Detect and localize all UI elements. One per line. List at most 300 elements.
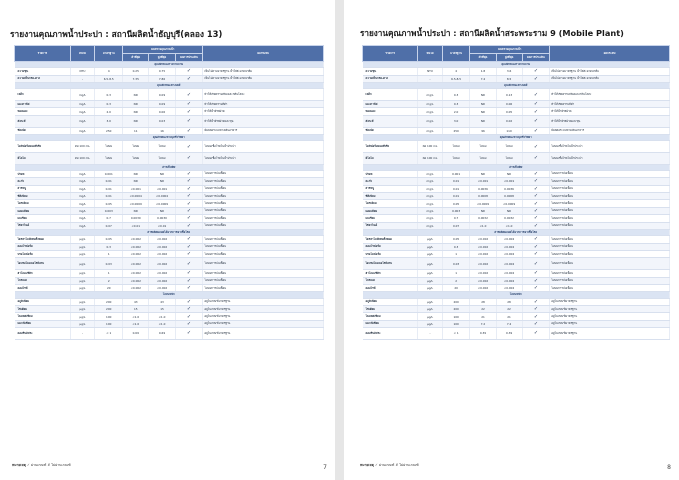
table-row — [363, 284, 670, 291]
max-cell: 0.13 — [496, 89, 522, 101]
check-icon: ✓ — [522, 207, 550, 214]
standard-cell: 6.5-8.5 — [442, 75, 470, 82]
param-name: คลอโรฟอร์ม — [363, 243, 418, 250]
standard-cell: ไม่พบ — [95, 152, 123, 164]
standard-cell: 2 — [442, 277, 470, 284]
max-cell: ND — [496, 207, 522, 214]
max-cell: 28 — [496, 298, 522, 305]
standard-cell: ไม่พบ — [442, 141, 470, 153]
unit-cell: mg/L — [70, 200, 95, 207]
check-icon: ✓ — [175, 89, 203, 101]
param-name: โพแทสเซียม — [363, 313, 418, 320]
unit-cell: NTU — [418, 68, 443, 75]
max-cell: ND — [496, 170, 522, 177]
min-cell: ND — [470, 89, 496, 101]
check-icon: ✓ — [175, 258, 203, 270]
unit-cell: μg/L — [418, 305, 443, 312]
param-name: แมงกานีส — [363, 100, 418, 107]
note-cell: ไม่พบเชื้อโรคในน้ำประปา — [203, 152, 324, 164]
unit-cell: mg/L — [70, 215, 95, 222]
max-cell: 0.09 — [149, 100, 175, 107]
unit-cell: μg/L — [70, 270, 95, 277]
header-param: รายการ — [363, 46, 418, 62]
table-row — [363, 207, 670, 214]
min-cell: <1.0 — [470, 222, 496, 229]
check-icon: ✓ — [175, 115, 203, 127]
param-name: แบเรียม — [15, 215, 71, 222]
unit-cell: mg/L — [70, 207, 95, 214]
unit-cell: ต่อ 100 mL — [70, 152, 95, 164]
note-cell: ไม่พบการปนเปื้อน — [203, 170, 324, 177]
max-cell: 0.06 — [149, 108, 175, 115]
header-min: ต่ำที่สุด — [470, 54, 496, 62]
min-cell: ไม่พบ — [123, 141, 149, 153]
param-name: อีโคไล — [15, 152, 71, 164]
check-icon: ✓ — [522, 222, 550, 229]
check-icon: ✓ — [175, 298, 203, 305]
min-cell: 11 — [123, 127, 149, 134]
note-cell: ไม่พบการปนเปื้อน — [550, 170, 670, 177]
table-row — [363, 305, 670, 312]
note-cell: มีผลต่อระบบทางเดินอาหาร — [203, 127, 324, 134]
table-row — [363, 127, 670, 134]
standard-cell: 1 — [95, 270, 123, 277]
unit-cell: mg/L — [418, 100, 443, 107]
param-name: แมงกานีส — [15, 100, 71, 107]
standard-cell: < 1 — [442, 328, 470, 340]
note-cell: ไม่พบการปนเปื้อน — [203, 258, 324, 270]
check-icon: ✓ — [522, 89, 550, 101]
note-cell: อยู่ในเกณฑ์มาตรฐาน — [203, 298, 324, 305]
check-icon: ✓ — [175, 193, 203, 200]
check-icon: ✓ — [175, 277, 203, 284]
param-name: ตะกั่ว — [363, 178, 418, 185]
param-name: ฮาโลอะซิติก — [363, 270, 418, 277]
max-cell: <0.002 — [496, 250, 522, 257]
min-cell: <1.0 — [123, 320, 149, 327]
min-cell: ND — [123, 207, 149, 214]
table-row — [363, 141, 670, 153]
min-cell: <0.001 — [123, 185, 149, 192]
max-cell: 0.05 — [496, 108, 522, 115]
unit-cell: mg/L — [70, 89, 95, 101]
note-cell: อยู่ในเกณฑ์มาตรฐาน — [550, 298, 670, 305]
section-label: คุณลักษณะทางจุลชีววิทยา — [15, 134, 324, 140]
unit-cell: mg/L — [418, 115, 443, 127]
unit-cell: μg/L — [70, 313, 95, 320]
standard-cell: 0.3 — [95, 100, 123, 107]
min-cell: 0.0030 — [123, 215, 149, 222]
check-icon: ✓ — [175, 250, 203, 257]
header-max: สูงที่สุด — [496, 54, 522, 62]
max-cell: 8.5 — [496, 75, 522, 82]
check-icon: ✓ — [175, 68, 203, 75]
param-name: โคลิฟอร์มแบคทีเรีย — [15, 141, 71, 153]
unit-cell: mg/L — [418, 222, 443, 229]
note-cell: ไม่พบการปนเปื้อน — [203, 270, 324, 277]
header-pass: ผลการประเมิน — [522, 54, 550, 62]
check-icon: ✓ — [522, 152, 550, 164]
min-cell: ND — [470, 100, 496, 107]
unit-cell: mg/L — [70, 127, 95, 134]
unit-cell: - — [418, 75, 443, 82]
check-icon: ✓ — [175, 243, 203, 250]
param-name: คลอไรท์ — [363, 284, 418, 291]
param-name: ทองแดง — [15, 108, 71, 115]
header-param: รายการ — [15, 46, 71, 62]
table-row — [15, 152, 324, 164]
max-cell: 0.0036 — [496, 185, 522, 192]
note-cell: ไม่พบการปนเปื้อน — [203, 243, 324, 250]
param-name: ความขุ่น — [15, 68, 71, 75]
unit-cell: NTU — [70, 68, 95, 75]
table-row — [15, 100, 324, 107]
max-cell: <1.0 — [149, 313, 175, 320]
min-cell: 21 — [470, 313, 496, 320]
table-row — [363, 115, 670, 127]
min-cell: <0.0004 — [123, 193, 149, 200]
standard-cell: 0.3 — [442, 100, 470, 107]
table-row — [15, 200, 324, 207]
max-cell: ND — [149, 170, 175, 177]
unit-cell: mg/L — [418, 108, 443, 115]
max-cell: 0.03 — [149, 115, 175, 127]
note-cell: อยู่ในเกณฑ์มาตรฐาน — [550, 313, 670, 320]
max-cell: 0.0030 — [149, 215, 175, 222]
unit-cell: μg/L — [418, 258, 443, 270]
note-cell: ทำให้น้ำมีรสฝาดและขุ่น — [203, 115, 324, 127]
max-cell: <0.002 — [149, 258, 175, 270]
note-cell: ไม่พบการปนเปื้อน — [203, 200, 324, 207]
note-cell: ไม่พบการปนเปื้อน — [550, 215, 670, 222]
check-icon: ✓ — [175, 75, 203, 82]
min-cell: ND — [123, 115, 149, 127]
unit-cell: ต่อ 100 mL — [70, 141, 95, 153]
standard-cell: 6.5-8.5 — [95, 75, 123, 82]
max-cell: <1.0 — [149, 320, 175, 327]
table-row — [15, 222, 324, 229]
min-cell: ND — [470, 170, 496, 177]
unit-cell: μg/L — [418, 284, 443, 291]
table-row — [363, 243, 670, 250]
note-cell: ไม่พบการปนเปื้อน — [550, 243, 670, 250]
max-cell: ND — [149, 178, 175, 185]
max-cell: 21 — [496, 313, 522, 320]
table-row — [15, 320, 324, 327]
page-number: 7 — [323, 464, 327, 471]
legend-fail: ✗ ไม่ผ่านเกณฑ์ — [47, 463, 71, 467]
min-cell: <0.002 — [123, 258, 149, 270]
min-cell: <0.002 — [470, 258, 496, 270]
table-row — [15, 284, 324, 291]
legend — [12, 463, 71, 468]
note-cell: เป็นไปตามมาตรฐาน น้ำใสสะอาดน่าดื่ม — [203, 68, 324, 75]
check-icon: ✓ — [522, 270, 550, 277]
page-number: 8 — [667, 464, 671, 471]
table-row — [363, 200, 670, 207]
check-icon: ✓ — [175, 305, 203, 312]
standard-cell: 0.03 — [442, 258, 470, 270]
max-cell: <0.01 — [149, 222, 175, 229]
check-icon: ✓ — [175, 320, 203, 327]
table-row — [363, 178, 670, 185]
table-row — [15, 89, 324, 101]
note-cell: ไม่พบการปนเปื้อน — [550, 185, 670, 192]
standard-cell: 0.3 — [442, 89, 470, 101]
table-row — [363, 100, 670, 107]
legend-label: หมายเหตุ — [360, 463, 374, 467]
min-cell: ND — [470, 108, 496, 115]
standard-cell: 20 — [95, 284, 123, 291]
unit-cell: mg/L — [70, 108, 95, 115]
param-name: เหล็ก — [15, 89, 71, 101]
standard-cell: 100 — [95, 320, 123, 327]
max-cell: <0.0009 — [496, 200, 522, 207]
note-cell: ทำให้น้ำมีรสฝาดและขุ่น — [550, 115, 670, 127]
param-name: ทองแดง — [363, 108, 418, 115]
min-cell: <0.002 — [123, 243, 149, 250]
unit-cell: μg/L — [418, 277, 443, 284]
table-row — [363, 193, 670, 200]
check-icon: ✓ — [522, 200, 550, 207]
note-cell: ไม่พบการปนเปื้อน — [203, 277, 324, 284]
check-icon: ✓ — [175, 215, 203, 222]
min-cell: <0.002 — [470, 236, 496, 243]
unit-cell: μg/L — [70, 250, 95, 257]
check-icon: ✓ — [522, 68, 550, 75]
max-cell: <0.001 — [496, 178, 522, 185]
note-cell: ทำให้น้ำมีรสฝาด — [550, 108, 670, 115]
min-cell: 0.0008 — [470, 193, 496, 200]
min-cell: 0.0036 — [470, 185, 496, 192]
min-cell: ND — [123, 100, 149, 107]
note-cell: ไม่พบเชื้อโรคในน้ำประปา — [550, 152, 670, 164]
param-name: อีโคไล — [363, 152, 418, 164]
note-cell: ทำให้เกิดคราบสนิมและกลิ่นโลหะ — [550, 89, 670, 101]
unit-cell: μg/L — [70, 243, 95, 250]
param-name: แมกนีเซียม — [363, 320, 418, 327]
param-name: ซัลเฟต — [363, 127, 418, 134]
max-cell: 22 — [496, 305, 522, 312]
table-row — [363, 320, 670, 327]
check-icon: ✓ — [175, 222, 203, 229]
table-row — [363, 328, 670, 340]
max-cell: <0.001 — [149, 185, 175, 192]
note-cell: ไม่พบเชื้อโรคในน้ำประปา — [550, 141, 670, 153]
standard-cell: 100 — [442, 320, 470, 327]
max-cell: ไม่พบ — [496, 152, 522, 164]
note-cell: ทำให้น้ำมีรสฝาด — [203, 108, 324, 115]
check-icon: ✓ — [175, 152, 203, 164]
table-row — [15, 178, 324, 185]
check-icon: ✓ — [175, 207, 203, 214]
note-cell: มีผลต่อระบบทางเดินอาหาร — [550, 127, 670, 134]
check-icon: ✓ — [522, 141, 550, 153]
check-icon: ✓ — [522, 115, 550, 127]
standard-cell: 0.07 — [95, 222, 123, 229]
unit-cell: mg/L — [70, 222, 95, 229]
min-cell: 28 — [470, 298, 496, 305]
standard-cell: 0.01 — [95, 178, 123, 185]
water-quality-table — [14, 45, 324, 340]
standard-cell: 1 — [95, 250, 123, 257]
param-name: สังกะสี — [15, 115, 71, 127]
param-name: ตะกั่ว — [15, 178, 71, 185]
unit-cell: - — [70, 75, 95, 82]
unit-cell: mg/L — [70, 185, 95, 192]
table-row — [15, 108, 324, 115]
check-icon: ✓ — [522, 298, 550, 305]
report-page-left — [0, 0, 335, 480]
header-note: ผลกระทบ — [203, 46, 324, 62]
page-title: รายงานคุณภาพน้ำประปา : สถานีผลิตน้ำสระพระราม 9 (Mobile Plant) — [360, 28, 624, 38]
min-cell: ND — [123, 108, 149, 115]
unit-cell: μg/L — [418, 270, 443, 277]
section-label: คุณลักษณะทางเคมี — [363, 82, 670, 88]
table-row — [363, 298, 670, 305]
table-row — [15, 68, 324, 75]
standard-cell: 0.001 — [95, 170, 123, 177]
check-icon: ✓ — [522, 75, 550, 82]
standard-cell: ไม่พบ — [95, 141, 123, 153]
table-row — [15, 258, 324, 270]
param-name: บรอโมฟอร์ม — [15, 250, 71, 257]
header-standard: มาตรฐาน — [442, 46, 470, 62]
check-icon: ✓ — [175, 127, 203, 134]
table-row — [15, 75, 324, 82]
min-cell: ไม่พบ — [123, 152, 149, 164]
param-name: ซีลีเนียม — [363, 193, 418, 200]
table-row — [15, 328, 324, 340]
table-row — [15, 185, 324, 192]
header-max: สูงที่สุด — [149, 54, 175, 62]
legend-label: หมายเหตุ — [12, 463, 26, 467]
max-cell: 3.6 — [496, 68, 522, 75]
param-name: คลอรีนอิสระ — [15, 328, 71, 340]
table-row — [15, 313, 324, 320]
min-cell: 15 — [123, 305, 149, 312]
min-cell: <0.002 — [123, 236, 149, 243]
unit-cell: μg/L — [70, 305, 95, 312]
param-name: โซเดียม — [363, 305, 418, 312]
header-results: ผลตรวจคุณภาพน้ำ — [470, 46, 550, 54]
param-name: ความเป็นกรด-ด่าง — [363, 75, 418, 82]
check-icon: ✓ — [175, 108, 203, 115]
check-icon: ✓ — [175, 313, 203, 320]
header-pass: ผลการประเมิน — [175, 54, 203, 62]
unit-cell: μg/L — [70, 298, 95, 305]
min-cell: <0.002 — [470, 250, 496, 257]
table-row — [15, 193, 324, 200]
legend-fail: ✗ ไม่ผ่านเกณฑ์ — [395, 463, 419, 467]
param-name: ปรอท — [363, 170, 418, 177]
max-cell: <0.002 — [496, 270, 522, 277]
header-min: ต่ำที่สุด — [123, 54, 149, 62]
min-cell: ไม่พบ — [470, 141, 496, 153]
standard-cell: 3.0 — [442, 115, 470, 127]
note-cell: เป็นไปตามมาตรฐาน น้ำใสสะอาดน่าดื่ม — [550, 68, 670, 75]
unit-cell: μg/L — [70, 320, 95, 327]
standard-cell: 0.01 — [95, 193, 123, 200]
water-quality-table — [362, 45, 670, 340]
table-row — [363, 215, 670, 222]
param-name: แคดเมียม — [15, 207, 71, 214]
standard-cell: 200 — [95, 305, 123, 312]
check-icon: ✓ — [522, 328, 550, 340]
param-name: ไซยาไนด์ — [15, 222, 71, 229]
standard-cell: 250 — [442, 127, 470, 134]
min-cell: 22 — [470, 305, 496, 312]
check-icon: ✓ — [175, 270, 203, 277]
section-label: สารผลิตพลอยได้จากการฆ่าเชื้อโรค — [15, 230, 324, 236]
unit-cell: μg/L — [418, 243, 443, 250]
max-cell: 0.09 — [149, 89, 175, 101]
unit-cell: μg/L — [418, 313, 443, 320]
check-icon: ✓ — [175, 141, 203, 153]
max-cell: 0.0032 — [496, 215, 522, 222]
param-name: ความขุ่น — [363, 68, 418, 75]
standard-cell: ไม่พบ — [442, 152, 470, 164]
max-cell: 0.0008 — [496, 193, 522, 200]
min-cell: <0.002 — [123, 284, 149, 291]
min-cell: <0.002 — [470, 284, 496, 291]
unit-cell: μg/L — [418, 298, 443, 305]
table-row — [15, 250, 324, 257]
standard-cell: 1 — [442, 250, 470, 257]
check-icon: ✓ — [522, 258, 550, 270]
standard-cell: 200 — [442, 298, 470, 305]
unit-cell: mg/L — [70, 170, 95, 177]
param-name: เหล็ก — [363, 89, 418, 101]
standard-cell: 3.0 — [95, 115, 123, 127]
standard-cell: 0.3 — [442, 243, 470, 250]
standard-cell: 0.05 — [95, 236, 123, 243]
legend-pass: ✓ ผ่านเกณฑ์ — [375, 463, 395, 467]
check-icon: ✓ — [522, 185, 550, 192]
param-name: อลูมิเนียม — [15, 298, 71, 305]
note-cell: ไม่พบการปนเปื้อน — [550, 270, 670, 277]
min-cell: ND — [123, 170, 149, 177]
table-row — [363, 313, 670, 320]
table-row — [15, 305, 324, 312]
standard-cell: 100 — [442, 313, 470, 320]
standard-cell: 0.05 — [442, 200, 470, 207]
max-cell: <0.002 — [149, 284, 175, 291]
section-label: สารผลิตพลอยได้จากการฆ่าเชื้อโรค — [363, 230, 670, 236]
max-cell: 0.02 — [496, 115, 522, 127]
unit-cell: μg/L — [70, 277, 95, 284]
param-name: แบเรียม — [363, 215, 418, 222]
note-cell: อยู่ในเกณฑ์มาตรฐาน — [203, 305, 324, 312]
standard-cell: 2 — [95, 277, 123, 284]
param-name: ไดบรอโมคลอโรมีเทน — [363, 258, 418, 270]
note-cell: ไม่พบการปนเปื้อน — [203, 185, 324, 192]
check-icon: ✓ — [522, 236, 550, 243]
section-label: โลหะหนัก — [363, 292, 670, 298]
min-cell: 7.35 — [123, 75, 149, 82]
min-cell: 7.2 — [470, 320, 496, 327]
standard-cell: 0.01 — [442, 185, 470, 192]
standard-cell: 0.3 — [95, 89, 123, 101]
param-name: โครเมียม — [363, 200, 418, 207]
max-cell: <0.002 — [496, 284, 522, 291]
note-cell: ไม่พบการปนเปื้อน — [550, 277, 670, 284]
table-row — [363, 185, 670, 192]
param-name: สารหนู — [15, 185, 71, 192]
min-cell: 0.39 — [470, 328, 496, 340]
max-cell: <0.002 — [149, 270, 175, 277]
unit-cell: mg/L — [70, 178, 95, 185]
